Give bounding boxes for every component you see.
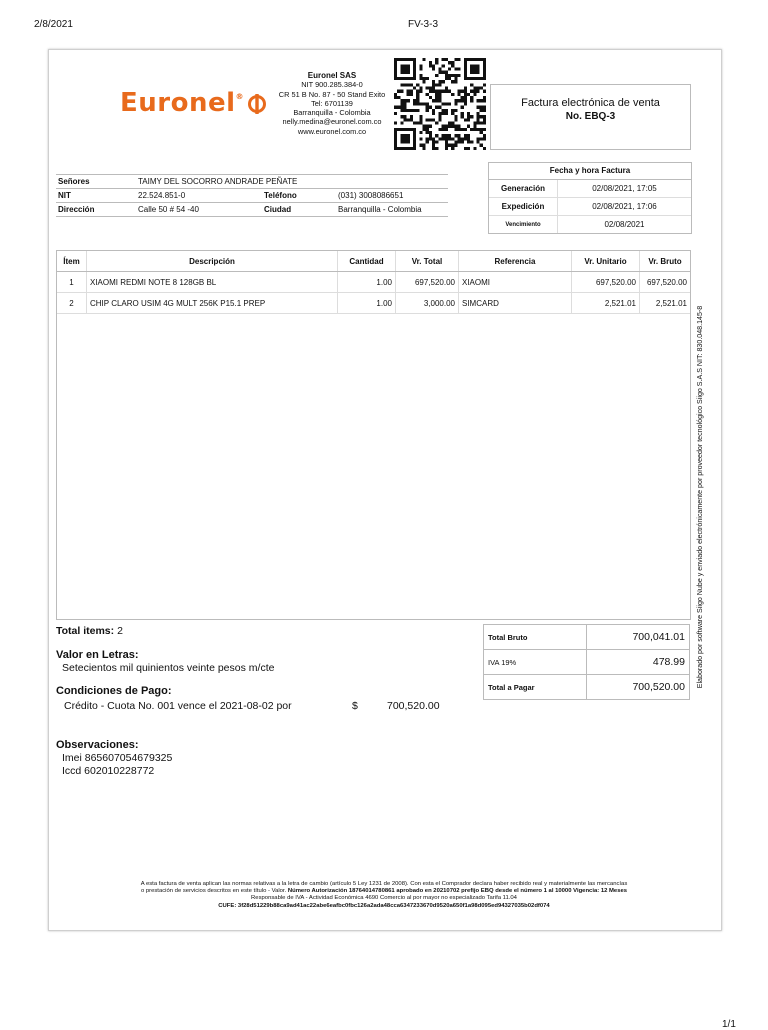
footer-line-2a: o prestación de servicios descritos en este título - Valor. (140, 888, 287, 895)
iva-value: 478.99 (587, 650, 690, 675)
row-description: XIAOMI REDMI NOTE 8 128GB BL (87, 272, 338, 293)
print-date: 2/8/2021 (34, 19, 73, 30)
row-total: 697,520.00 (396, 272, 459, 293)
row-gross: 2,521.01 (640, 293, 691, 314)
company-email: nelly.medina@euronel.com.co (282, 117, 382, 127)
issue-date: 02/08/2021, 17:06 (558, 198, 692, 216)
total-items (56, 625, 123, 637)
row-unit-price: 2,521.01 (572, 293, 640, 314)
company-address: CR 51 B No. 87 - 50 Stand Exito (278, 89, 386, 99)
row-item: 1 (57, 272, 87, 293)
company-city: Barranquilla - Colombia (293, 108, 371, 118)
company-info (272, 71, 392, 136)
row-quantity: 1.00 (338, 272, 396, 293)
generation-date: 02/08/2021, 17:05 (558, 180, 692, 198)
observation-imei: Imei 865607054679325 (62, 752, 173, 764)
col-total: Vr. Total (396, 251, 459, 272)
amount-in-words: Setecientos mil quinientos veinte pesos m/cte (62, 662, 275, 674)
footer-cufe: CUFE: 3f28d51229b88ca9ad41ac22abe6eafbc0fbc126a2ada48cca6347233670d9520a650f1a98d095ed94327035b02df074 (218, 902, 550, 909)
total-items-value: 2 (117, 625, 123, 637)
invoice-dates (488, 162, 692, 234)
print-title: FV-3-3 (408, 19, 439, 30)
client-address: Calle 50 # 54 -40 (136, 203, 262, 217)
company-nit: NIT 900.285.384-0 (301, 80, 363, 90)
totals-box (483, 624, 690, 700)
payment-currency: $ (352, 700, 358, 712)
col-item: Ítem (57, 251, 87, 272)
logo-symbol-icon (248, 93, 266, 115)
table-row (57, 293, 690, 314)
company-web: www.euronel.com.co (297, 126, 367, 136)
client-nit-label: NIT (56, 189, 136, 203)
client-city-label: Ciudad (262, 203, 336, 217)
logo-registered-mark: ® (235, 92, 245, 101)
client-info (56, 174, 448, 217)
row-unit-price: 697,520.00 (572, 272, 640, 293)
legal-footer (60, 881, 708, 910)
row-total: 3,000.00 (396, 293, 459, 314)
dates-title: Fecha y hora Factura (489, 163, 691, 180)
logo-text: Euronel (120, 88, 236, 118)
col-reference: Referencia (459, 251, 572, 272)
table-row (57, 272, 690, 293)
amount-in-words-title: Valor en Letras: (56, 649, 139, 661)
page-number: 1/1 (722, 1019, 736, 1030)
row-description: CHIP CLARO USIM 4G MULT 256K P15.1 PREP (87, 293, 338, 314)
payment-terms-title: Condiciones de Pago: (56, 685, 172, 697)
total-pagar-label: Total a Pagar (484, 675, 587, 700)
client-phone-label: Teléfono (262, 189, 336, 203)
company-phone: Tel: 6701139 (311, 98, 353, 108)
footer-authorization: Número Autorización 18764014780861 aprobado en 20210702 prefijo EBQ desde el número 1 al 10000 Vigencia: 12 Meses (287, 888, 628, 895)
total-items-label: Total items: (56, 625, 115, 637)
col-gross: Vr. Bruto (640, 251, 691, 272)
row-reference: SIMCARD (459, 293, 572, 314)
software-provider-note (693, 302, 707, 692)
document-number: No. EBQ-3 (565, 111, 616, 122)
row-item: 2 (57, 293, 87, 314)
due-label: Vencimiento (489, 216, 558, 234)
due-date: 02/08/2021 (604, 220, 645, 229)
document-type-box (490, 84, 691, 150)
client-senores-label: Señores (56, 175, 136, 189)
observation-iccd: Iccd 602010228772 (62, 765, 155, 777)
total-bruto: 700,041.01 (587, 625, 690, 650)
qr-code-icon (394, 58, 486, 150)
payment-amount: 700,520.00 (387, 700, 440, 712)
total-pagar: 700,520.00 (632, 681, 685, 693)
row-quantity: 1.00 (338, 293, 396, 314)
client-nit: 22.524.851-0 (136, 189, 262, 203)
generation-label: Generación (489, 180, 558, 198)
client-name: TAIMY DEL SOCORRO ANDRADE PEÑATE (136, 175, 448, 189)
row-reference: XIAOMI (459, 272, 572, 293)
observations-title: Observaciones: (56, 739, 139, 751)
company-logo (120, 88, 266, 118)
items-table (56, 250, 691, 620)
document-type: Factura electrónica de venta (521, 97, 660, 109)
iva-label: IVA 19% (484, 650, 587, 675)
client-city: Barranquilla - Colombia (336, 203, 448, 217)
client-address-label: Dirección (56, 203, 136, 217)
company-name: Euronel SAS (307, 71, 357, 80)
issue-label: Expedición (489, 198, 558, 216)
total-bruto-label: Total Bruto (484, 625, 587, 650)
footer-line-1: A esta factura de venta aplican las normas relativas a la letra de cambio (artículo 5 Ley 1231 de 2008). Con esta el Comprador declara haber recibido real y materialmente las mercancías (140, 881, 628, 887)
footer-line-3: Responsable de IVA - Actividad Económica 4690 Comercio al por mayor no especializado Tarifa 11.04 (251, 895, 517, 902)
col-quantity: Cantidad (338, 251, 396, 272)
client-phone: (031) 3008086651 (336, 189, 448, 203)
col-unit-price: Vr. Unitario (572, 251, 640, 272)
payment-terms: Crédito - Cuota No. 001 vence el 2021-08-02 por (64, 700, 292, 712)
items-header-row (57, 251, 690, 272)
col-description: Descripción (87, 251, 338, 272)
row-gross: 697,520.00 (640, 272, 691, 293)
side-text: Elaborado por software Siigo Nube y enviado electrónicamente por proveedor tecnológico Siigo S.A.S NIT: 830.048.145-8 (696, 305, 704, 689)
